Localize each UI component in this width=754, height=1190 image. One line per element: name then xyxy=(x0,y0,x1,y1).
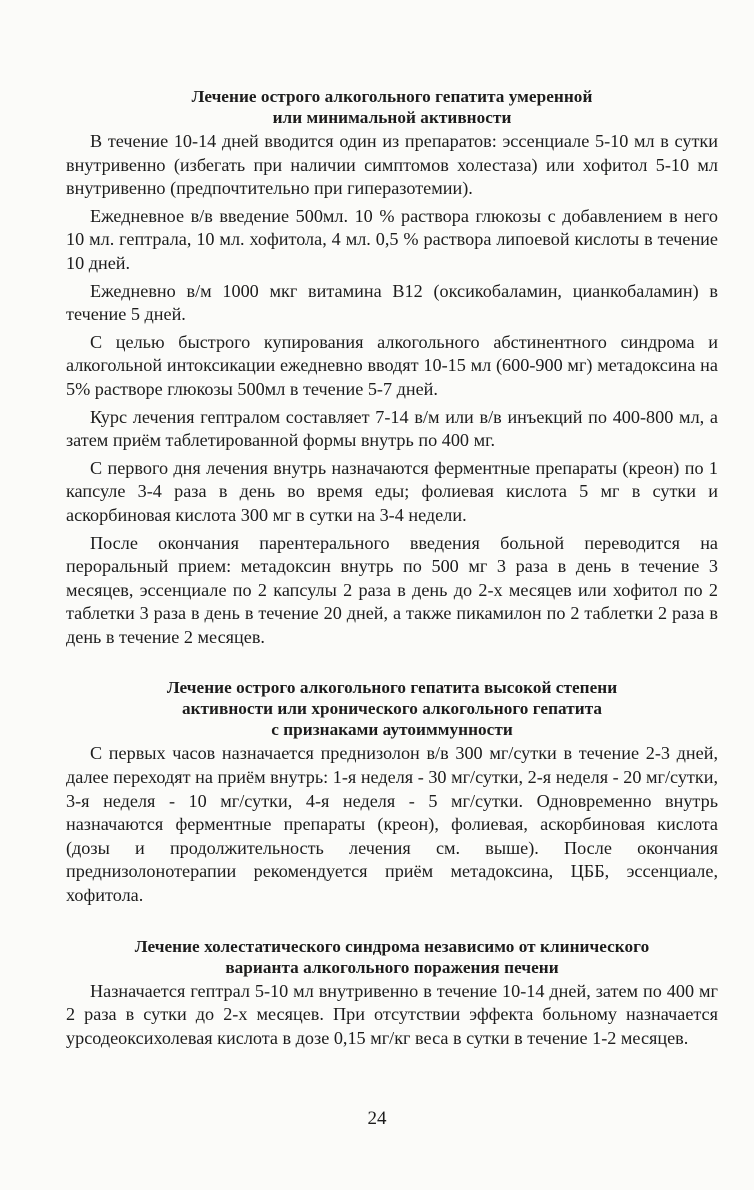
paragraph: В течение 10-14 дней вводится один из препаратов: эссенциале 5-10 мл в сутки внутривенно (избегать при наличии симптомов холестаза) или хофитол 5-10 мл внутривенно (предпочтительно при гиперазотемии). xyxy=(66,131,718,199)
heading-line: активности или хронического алкогольного гепатита xyxy=(181,699,603,719)
heading-line: Лечение острого алкогольного гепатита высокой степени xyxy=(166,678,618,698)
paragraph: Ежедневно в/м 1000 мкг витамина В12 (оксикобаламин, цианкобаламин) в течение 5 дней. xyxy=(66,280,718,325)
heading-line: Лечение острого алкогольного гепатита умеренной xyxy=(191,87,593,106)
section-heading xyxy=(66,86,718,128)
paragraph: Курс лечения гептралом составляет 7-14 в/м или в/в инъекций по 400-800 мл, а затем приём таблетированной формы внутрь по 400 мг. xyxy=(66,406,718,451)
section-heading xyxy=(66,677,718,740)
page-number: 24 xyxy=(367,1108,387,1129)
paragraph: Назначается гептрал 5-10 мл внутривенно в течение 10-14 дней, затем по 400 мг 2 раза в сутки до 2-х месяцев. При отсутствии эффекта больному назначается урсодеоксихолевая кислота в дозе 0,15 мг/кг веса в сутки в течение 1-2 месяцев. xyxy=(66,980,718,1048)
paragraph: С первых часов назначается преднизолон в/в 300 мг/сутки в течение 2-3 дней, далее переходят на приём внутрь: 1-я неделя - 30 мг/сутки, 2-я неделя - 20 мг/сутки, 3-я неделя - 10 мг/сутки, 4-я неделя - 5 мг/сутки. Одновременно внутрь назначаются ферментные препараты (креон), фолиевая, аскорбиновая кислота (дозы и продолжительность лечения см. выше). После окончания преднизолонотерапии рекомендуется приём метадоксина, ЦББ, эссенциале, хофитола. xyxy=(66,743,718,906)
section-heading xyxy=(66,936,718,978)
paragraph: С первого дня лечения внутрь назначаются ферментные препараты (креон) по 1 капсуле 3-4 раза в день во время еды; фолиевая кислота 5 мг в сутки и аскорбиновая кислота 300 мг в сутки на 3-4 недели. xyxy=(66,457,718,525)
heading-line: с признаками аутоиммунности xyxy=(271,720,513,740)
paragraph: С целью быстрого купирования алкогольного абстинентного синдрома и алкогольной интоксикации ежедневно вводят 10-15 мл (600-900 мг) метадоксина на 5% растворе глюкозы 500мл в течение 5-7 дней. xyxy=(66,331,718,399)
section-moderate-hepatitis xyxy=(66,86,718,649)
heading-line: Лечение холестатического синдрома независимо от клинического xyxy=(134,936,650,956)
heading-line: или минимальной активности xyxy=(272,108,512,127)
section-cholestatic-syndrome xyxy=(66,936,718,1051)
section-high-activity-hepatitis xyxy=(66,677,718,907)
paragraph: После окончания парентерального введения больной переводится на пероральный прием: метадоксин внутрь по 500 мг 3 раза в день в течение 3 месяцев, эссенциале по 2 капсулы 2 раза в день до 2-х месяцев или хофитол по 2 таблетки 3 раза в день в течение 20 дней, а также пикамилон по 2 таблетки 2 раза в день в течение 2 месяцев. xyxy=(66,532,718,647)
document-page xyxy=(66,86,718,1054)
heading-line: варианта алкогольного поражения печени xyxy=(225,957,559,977)
paragraph: Ежедневное в/в введение 500мл. 10 % раствора глюкозы с добавлением в него 10 мл. гептрала, 10 мл. хофитола, 4 мл. 0,5 % раствора липоевой кислоты в течение 10 дней. xyxy=(66,205,718,273)
